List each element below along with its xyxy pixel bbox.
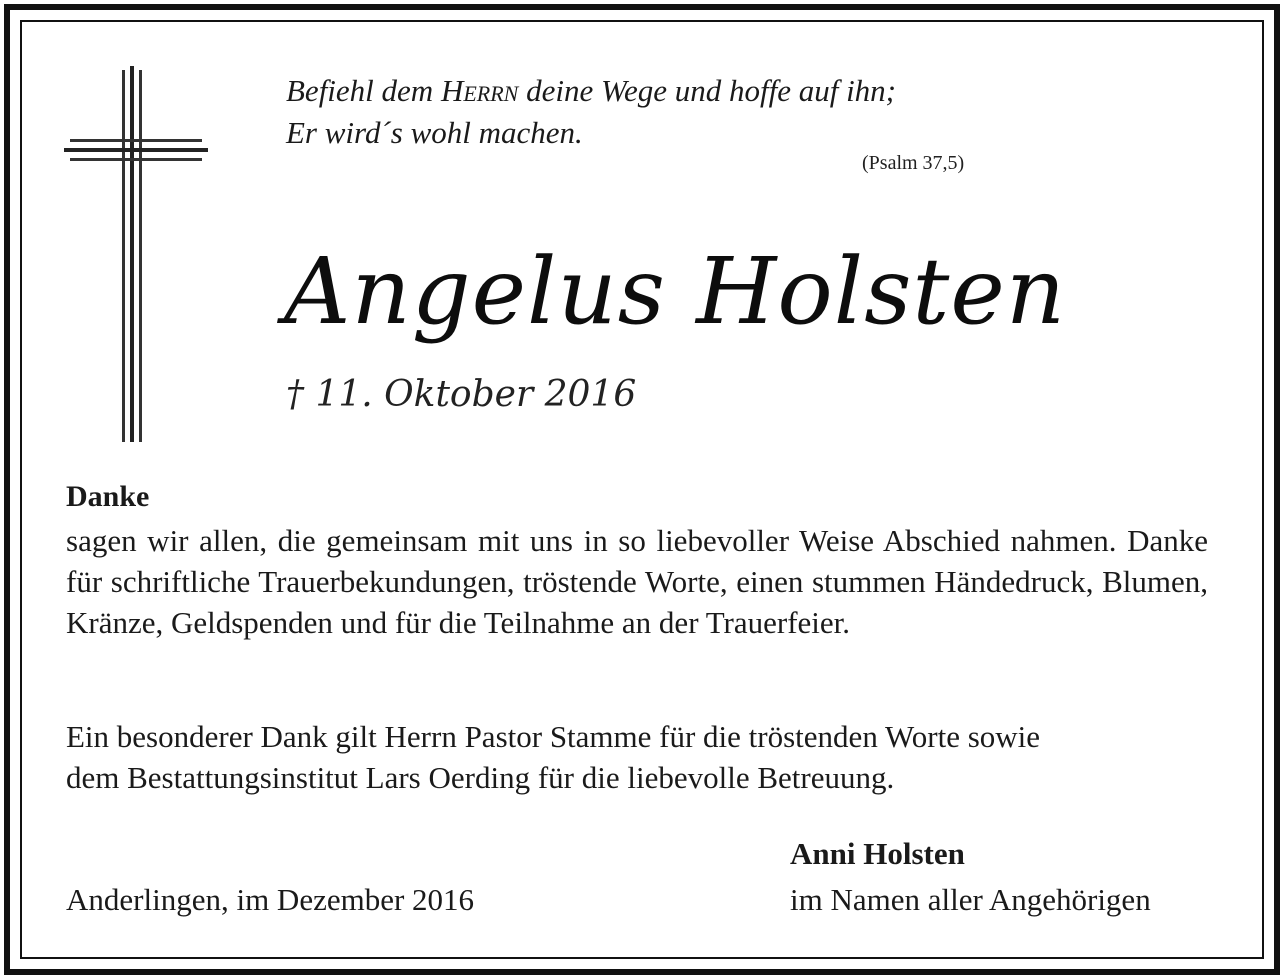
verse-lord-word: Herrn [440,73,519,108]
thanks-special [66,716,1216,798]
verse-line-1: Befiehl dem Herrn deine Wege und hoffe auf ihn; [286,73,897,108]
thanks-special-line-2: dem Bestattungsinstitut Lars Oerding für die liebevolle Betreuung. [66,760,895,795]
thanks-special-line-1: Ein besonderer Dank gilt Herrn Pastor Stamme für die tröstenden Worte sowie [66,719,1041,754]
deceased-name: Angelus Holsten [284,238,1067,345]
signer-name: Anni Holsten [790,836,965,871]
verse-reference: (Psalm 37,5) [862,152,965,174]
verse-line-2: Er wird´s wohl machen. [286,115,583,150]
thanks-heading: Danke [66,480,150,513]
place-date: Anderlingen, im Dezember 2016 [66,882,475,917]
death-date: † 11. Oktober 2016 [286,374,637,415]
thanks-body: sagen wir allen, die gemeinsam mit uns in so liebevoller Weise Abschied nahmen. Danke für schriftliche Trauerbekundungen, tröstende Worte, einen stummen Händedruck, Blumen, Kränze, Geldspenden und für die Teilnahme an der Trauerfeier. [66,523,1208,640]
signer-note: im Namen aller Angehörigen [790,882,1151,917]
bible-verse [286,70,1006,154]
cross-icon [60,66,210,446]
